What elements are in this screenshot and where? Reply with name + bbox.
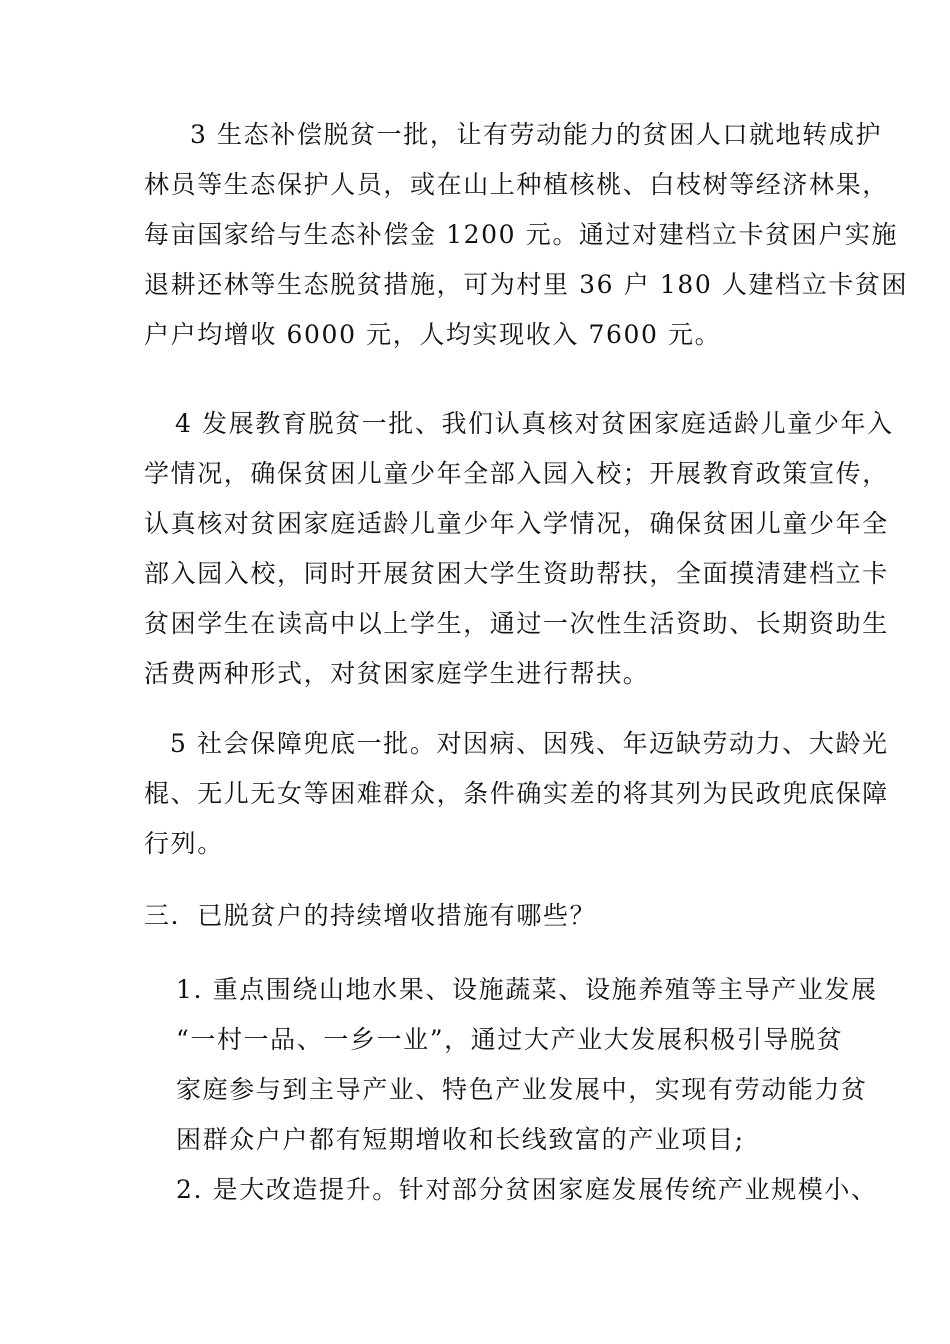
paragraph-line: 每亩国家给与生态补偿金 1200 元。通过对建档立卡贫困户实施 bbox=[144, 220, 899, 249]
paragraph-line: 3 生态补偿脱贫一批，让有劳动能力的贫困人口就地转成护 bbox=[190, 120, 883, 149]
section-heading: 三．已脱贫户的持续增收措施有哪些？ bbox=[144, 901, 597, 930]
paragraph-line: 4 发展教育脱贫一批、我们认真核对贫困家庭适龄儿童少年入 bbox=[175, 409, 894, 438]
paragraph-line: 认真核对贫困家庭适龄儿童少年入学情况，确保贫困儿童少年全 bbox=[144, 509, 889, 538]
paragraph-line: 棍、无儿无女等困难群众，条件确实差的将其列为民政兜底保障 bbox=[144, 779, 889, 808]
list-item-line: 1. 重点围绕山地水果、设施蔬菜、设施养殖等主导产业发展 bbox=[176, 975, 878, 1004]
paragraph-line: 行列。 bbox=[144, 829, 224, 858]
list-item-line: 困群众户户都有短期增收和长线致富的产业项目; bbox=[176, 1125, 745, 1154]
paragraph-line: 林员等生态保护人员，或在山上种植核桃、白枝树等经济林果， bbox=[144, 170, 889, 199]
list-item-line: 家庭参与到主导产业、特色产业发展中，实现有劳动能力贫 bbox=[176, 1075, 868, 1104]
paragraph-line: 贫困学生在读高中以上学生，通过一次性生活资助、长期资助生 bbox=[144, 609, 889, 638]
paragraph-line: 学情况，确保贫困儿童少年全部入园入校；开展教育政策宣传， bbox=[144, 459, 889, 488]
list-item-line: 2. 是大改造提升。针对部分贫困家庭发展传统产业规模小、 bbox=[176, 1175, 878, 1204]
paragraph-line: 退耕还林等生态脱贫措施，可为村里 36 户 180 人建档立卡贫困 bbox=[144, 270, 909, 299]
paragraph-line: 部入园入校，同时开展贫困大学生资助帮扶，全面摸清建档立卡 bbox=[144, 559, 889, 588]
paragraph-line: 活费两种形式，对贫困家庭学生进行帮扶。 bbox=[144, 659, 650, 688]
paragraph-line: 户户均增收 6000 元，人均实现收入 7600 元。 bbox=[144, 320, 722, 349]
list-item-line: “一村一品、一乡一业”，通过大产业大发展积极引导脱贫 bbox=[176, 1025, 844, 1054]
paragraph-line: 5 社会保障兜底一批。对因病、因残、年迈缺劳动力、大龄光 bbox=[170, 729, 889, 758]
